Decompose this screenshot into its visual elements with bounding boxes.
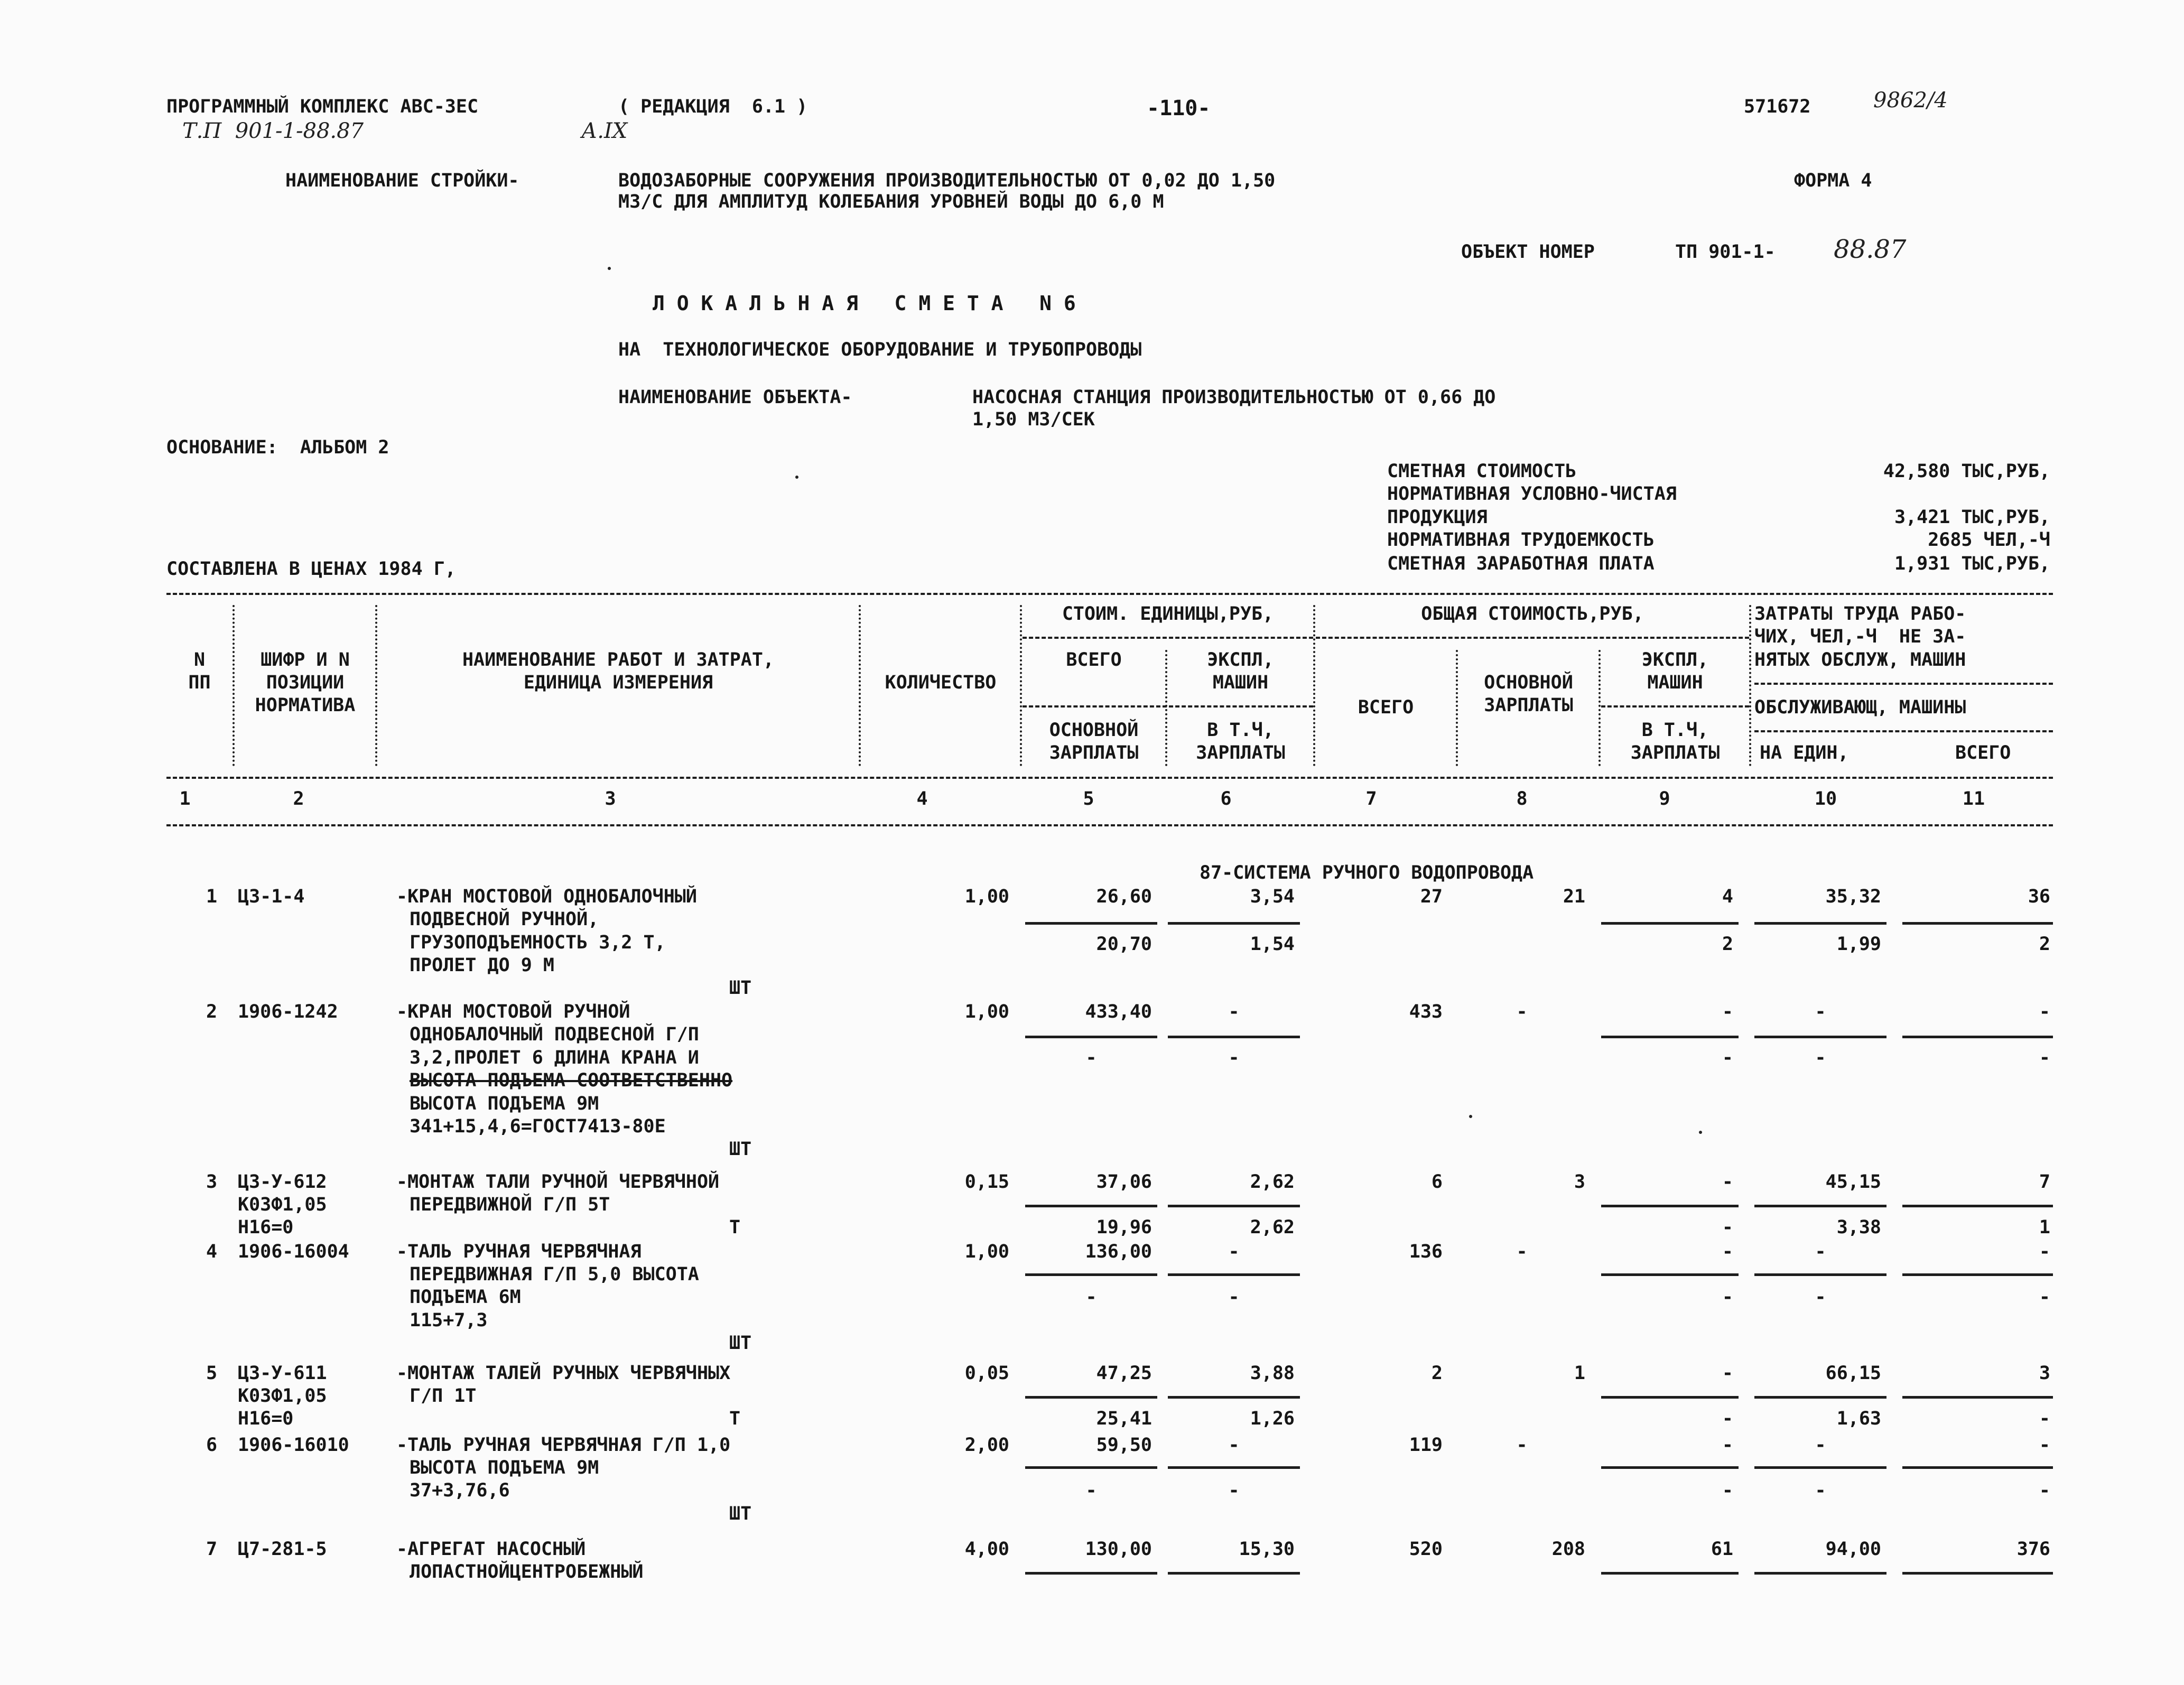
item-unit: ШТ: [729, 978, 752, 999]
norm-coefficient: К03Ф1,05: [238, 1385, 327, 1407]
scan-speck: [1699, 1131, 1702, 1134]
item-unit: Т: [729, 1408, 741, 1429]
unit-machine-wage: 1,54: [1250, 934, 1295, 955]
column-number: 8: [1516, 788, 1528, 809]
total-machine: 4: [1722, 886, 1733, 907]
unit-wage-header: ОСНОВНОЙ: [1049, 720, 1139, 741]
total-wage-header: ОСНОВНОЙ: [1484, 672, 1573, 693]
item-name: ПОДЪЕМА 6М: [410, 1287, 521, 1308]
total-machine: -: [1722, 1001, 1733, 1022]
col2-header: ПОЗИЦИИ: [266, 672, 345, 693]
quantity: 0,15: [964, 1171, 1009, 1193]
header-subrule: [1316, 637, 1749, 639]
object-number-label: ОБЪЕКТ НОМЕР: [1461, 241, 1595, 263]
quantity: 0,05: [964, 1363, 1009, 1384]
cell-rule: [1601, 1572, 1739, 1575]
construction-label: НАИМЕНОВАНИЕ СТРОЙКИ-: [285, 170, 519, 191]
unit-wage: -: [1085, 1480, 1097, 1501]
labor-machine-per-unit: -: [1815, 1480, 1826, 1501]
column-number: 11: [1962, 788, 1985, 809]
col-separator: [859, 605, 861, 766]
unit-wage: 25,41: [1096, 1408, 1152, 1429]
header-rule-bottom: [166, 824, 2053, 826]
unit-machine-wage: -: [1228, 1047, 1240, 1068]
column-number: 6: [1220, 788, 1232, 809]
unit-wage: -: [1085, 1047, 1097, 1068]
total-all: 520: [1409, 1539, 1443, 1560]
cell-rule: [1601, 1466, 1739, 1469]
item-name-struck: ВЫСОТА ПОДЪЕМА СООТВЕТСТВЕННО: [410, 1070, 733, 1091]
norm-code: 1906-16010: [238, 1435, 349, 1456]
labor-machine-total: -: [2039, 1047, 2050, 1068]
price-level: СОСТАВЛЕНА В ЦЕНАХ 1984 Г,: [166, 558, 456, 580]
column-number: 3: [605, 788, 616, 809]
item-name: ЛОПАСТНОЙЦЕНТРОБЕЖНЫЙ: [410, 1561, 644, 1582]
item-name: ПЕРЕДВИЖНАЯ Г/П 5,0 ВЫСОТА: [410, 1264, 699, 1285]
cell-rule: [1025, 1572, 1157, 1575]
norm-code: Ц3-1-4: [238, 886, 305, 907]
object-name-line1: НАСОСНАЯ СТАНЦИЯ ПРОИЗВОДИТЕЛЬНОСТЬЮ ОТ 0,66 ДО: [972, 387, 1496, 408]
cell-rule: [1902, 1572, 2053, 1575]
total-machine-wage: 2: [1722, 934, 1733, 955]
cell-rule: [1902, 922, 2053, 925]
item-name: -ТАЛЬ РУЧНАЯ ЧЕРВЯЧНАЯ: [396, 1241, 642, 1262]
labor-total: -: [2039, 1435, 2050, 1456]
cell-rule: [1902, 1396, 2053, 1399]
summary-label: ПРОДУКЦИЯ: [1387, 507, 1488, 528]
labor-per-unit: -: [1815, 1001, 1826, 1022]
unit-total: 26,60: [1096, 886, 1152, 907]
document-title: Л О К А Л Ь Н А Я С М Е Т А N 6: [653, 292, 1076, 315]
labor-total: -: [2039, 1001, 2050, 1022]
cell-rule: [1168, 1572, 1300, 1575]
summary-value: 3,421 ТЫС,РУБ,: [1894, 507, 2050, 528]
total-wage: -: [1516, 1241, 1528, 1262]
document-code: 571672: [1744, 96, 1811, 117]
cell-rule: [1902, 1273, 2053, 1276]
total-machine-wage-header: В Т.Ч,: [1641, 720, 1709, 741]
row-number: 5: [206, 1363, 218, 1384]
header-subrule: [1023, 637, 1313, 639]
item-unit: ШТ: [729, 1139, 752, 1160]
edition: ( РЕДАКЦИЯ 6.1 ): [618, 96, 808, 117]
column-number: 1: [179, 788, 191, 809]
norm-coefficient: К03Ф1,05: [238, 1194, 327, 1215]
row-number: 3: [206, 1171, 218, 1193]
unit-machine: 2,62: [1250, 1171, 1295, 1193]
labor-machine-per-unit: 3,38: [1836, 1217, 1881, 1238]
col1-header: N: [193, 649, 206, 671]
summary-value: 42,580 ТЫС,РУБ,: [1883, 461, 2050, 482]
total-wage: 208: [1551, 1539, 1585, 1560]
column-number: 2: [293, 788, 304, 809]
unit-machine-header: МАШИН: [1212, 672, 1269, 693]
norm-code: Ц3-У-612: [238, 1171, 327, 1193]
summary-value: 1,931 ТЫС,РУБ,: [1894, 553, 2050, 574]
unit-machine: 3,54: [1250, 886, 1295, 907]
labor-machine-per-unit: 1,99: [1836, 934, 1881, 955]
cell-rule: [1025, 1396, 1157, 1399]
total-machine: 61: [1711, 1539, 1733, 1560]
total-wage: -: [1516, 1001, 1528, 1022]
col-separator: [1598, 650, 1601, 766]
item-name: 341+15,4,6=ГОСТ7413-80Е: [410, 1116, 666, 1137]
total-machine-wage: -: [1722, 1217, 1733, 1238]
object-name-line2: 1,50 М3/СЕК: [972, 409, 1095, 430]
cell-rule: [1754, 1466, 1886, 1469]
total-all: 6: [1431, 1171, 1443, 1193]
cell-rule: [1902, 1036, 2053, 1038]
unit-machine: -: [1228, 1435, 1240, 1456]
cell-rule: [1168, 922, 1300, 925]
total-machine: -: [1722, 1241, 1733, 1262]
unit-machine-wage: 1,26: [1250, 1408, 1295, 1429]
column-number: 9: [1659, 788, 1670, 809]
header-subrule: [1023, 705, 1313, 707]
item-unit: ШТ: [729, 1503, 752, 1524]
labor-total: 7: [2039, 1171, 2050, 1193]
row-number: 4: [206, 1241, 218, 1262]
total-machine-wage: -: [1722, 1408, 1733, 1429]
item-name: Г/П 1Т: [410, 1385, 477, 1407]
total-machine: -: [1722, 1171, 1733, 1193]
header-subrule: [1601, 705, 1749, 707]
labor-per-unit: 35,32: [1825, 886, 1881, 907]
labor-per-unit: -: [1815, 1435, 1826, 1456]
labor-subheader: ОБСЛУЖИВАЮЩ, МАШИНЫ: [1754, 697, 1966, 718]
header-subrule: [1754, 683, 2053, 685]
norm-parameter: Н16=0: [238, 1408, 294, 1429]
item-name: ВЫСОТА ПОДЪЕМА 9М: [410, 1457, 599, 1478]
labor-total: -: [2039, 1241, 2050, 1262]
total-machine: -: [1722, 1435, 1733, 1456]
handwritten-reference: 9862/4: [1873, 88, 1948, 113]
cell-rule: [1025, 1205, 1157, 1207]
header-subrule: [1754, 730, 2053, 732]
cell-rule: [1025, 1466, 1157, 1469]
scan-speck: [1469, 1115, 1472, 1118]
labor-machine-per-unit: -: [1815, 1047, 1826, 1068]
norm-parameter: Н16=0: [238, 1217, 294, 1238]
labor-header: НЯТЫХ ОБСЛУЖ, МАШИН: [1754, 649, 1966, 671]
total-all: 27: [1420, 886, 1443, 907]
total-all: 2: [1431, 1363, 1443, 1384]
labor-total: 3: [2039, 1363, 2050, 1384]
unit-total: 47,25: [1096, 1363, 1152, 1384]
unit-machine: 15,30: [1239, 1539, 1295, 1560]
labor-unit-header: НА ЕДИН,: [1760, 742, 1849, 764]
unit-total-header: ВСЕГО: [1066, 649, 1122, 671]
labor-per-unit: 45,15: [1825, 1171, 1881, 1193]
page-number: -110-: [1147, 96, 1211, 120]
cell-rule: [1025, 1036, 1157, 1038]
total-cost-header: ОБЩАЯ СТОИМОСТЬ,РУБ,: [1421, 603, 1644, 625]
column-number: 7: [1365, 788, 1377, 809]
row-number: 7: [206, 1539, 218, 1560]
unit-machine: -: [1228, 1001, 1240, 1022]
cell-rule: [1168, 1466, 1300, 1469]
unit-machine-wage: -: [1228, 1287, 1240, 1308]
item-name: 3,2,ПРОЛЕТ 6 ДЛИНА КРАНА И: [410, 1047, 699, 1068]
summary-value: 2685 ЧЕЛ,-Ч: [1928, 529, 2050, 551]
total-machine-header: МАШИН: [1647, 672, 1703, 693]
total-wage: 21: [1563, 886, 1585, 907]
col-separator: [375, 605, 377, 766]
item-name: ПРОЛЕТ ДО 9 М: [410, 955, 554, 976]
item-name: ВЫСОТА ПОДЪЕМА 9М: [410, 1093, 599, 1114]
total-wage-header: ЗАРПЛАТЫ: [1484, 695, 1573, 716]
labor-header: ЧИХ, ЧЕЛ,-Ч НЕ ЗА-: [1754, 626, 1966, 647]
cell-rule: [1168, 1273, 1300, 1276]
cell-rule: [1754, 1572, 1886, 1575]
labor-machine-total: -: [2039, 1408, 2050, 1429]
item-name: -КРАН МОСТОВОЙ РУЧНОЙ: [396, 1001, 630, 1022]
program-name: ПРОГРАММНЫЙ КОМПЛЕКС АВС-3ЕС: [166, 96, 479, 117]
document-subtitle: НА ТЕХНОЛОГИЧЕСКОЕ ОБОРУДОВАНИЕ И ТРУБОПРОВОДЫ: [618, 339, 1142, 360]
item-name: -МОНТАЖ ТАЛИ РУЧНОЙ ЧЕРВЯЧНОЙ: [396, 1171, 720, 1193]
item-unit: ШТ: [729, 1333, 752, 1354]
object-number-handwritten: 88.87: [1834, 235, 1907, 264]
unit-machine-wage-header: В Т.Ч,: [1207, 720, 1274, 741]
total-machine-wage: -: [1722, 1047, 1733, 1068]
item-name: -КРАН МОСТОВОЙ ОДНОБАЛОЧНЫЙ: [396, 886, 697, 907]
cell-rule: [1168, 1396, 1300, 1399]
norm-code: 1906-1242: [238, 1001, 338, 1022]
summary-label: НОРМАТИВНАЯ ТРУДОЕМКОСТЬ: [1387, 529, 1655, 551]
item-name: -МОНТАЖ ТАЛЕЙ РУЧНЫХ ЧЕРВЯЧНЫХ: [396, 1363, 731, 1384]
labor-machine-total: 1: [2039, 1217, 2050, 1238]
unit-machine-wage: -: [1228, 1480, 1240, 1501]
total-all: 136: [1409, 1241, 1443, 1262]
item-name: 115+7,3: [410, 1310, 488, 1331]
total-all-header: ВСЕГО: [1358, 697, 1414, 718]
cell-rule: [1601, 922, 1739, 925]
basis-reference: ОСНОВАНИЕ: АЛЬБОМ 2: [166, 437, 389, 458]
labor-machine-total: -: [2039, 1480, 2050, 1501]
total-machine-wage: -: [1722, 1287, 1733, 1308]
quantity: 1,00: [964, 1001, 1009, 1022]
quantity: 1,00: [964, 1241, 1009, 1262]
unit-machine-wage: 2,62: [1250, 1217, 1295, 1238]
col-separator: [1456, 650, 1458, 766]
total-wage: 3: [1574, 1171, 1585, 1193]
col3-header: ЕДИНИЦА ИЗМЕРЕНИЯ: [523, 672, 713, 693]
row-number: 6: [206, 1435, 218, 1456]
quantity: 2,00: [964, 1435, 1009, 1456]
summary-label: СМЕТНАЯ ЗАРАБОТНАЯ ПЛАТА: [1387, 553, 1655, 574]
labor-per-unit: 94,00: [1825, 1539, 1881, 1560]
handwritten-tp-number: Т.П 901-1-88.87: [182, 119, 364, 143]
labor-per-unit: -: [1815, 1241, 1826, 1262]
col1-header: ПП: [188, 672, 211, 693]
col-separator: [233, 605, 235, 766]
unit-machine-header: ЭКСПЛ,: [1207, 649, 1274, 671]
item-name: -ТАЛЬ РУЧНАЯ ЧЕРВЯЧНАЯ Г/П 1,0: [396, 1435, 731, 1456]
col2-header: НОРМАТИВА: [255, 695, 356, 716]
total-wage: -: [1516, 1435, 1528, 1456]
summary-label: НОРМАТИВНАЯ УСЛОВНО-ЧИСТАЯ: [1387, 483, 1677, 505]
unit-wage: 19,96: [1096, 1217, 1152, 1238]
unit-total: 136,00: [1085, 1241, 1152, 1262]
unit-machine: 3,88: [1250, 1363, 1295, 1384]
labor-machine-per-unit: 1,63: [1836, 1408, 1881, 1429]
cell-rule: [1025, 922, 1157, 925]
unit-machine-wage-header: ЗАРПЛАТЫ: [1196, 742, 1285, 764]
total-machine-header: ЭКСПЛ,: [1641, 649, 1709, 671]
scan-speck: [608, 267, 611, 270]
cell-rule: [1601, 1273, 1739, 1276]
quantity: 1,00: [964, 886, 1009, 907]
column-number: 4: [916, 788, 928, 809]
item-name: -АГРЕГАТ НАСОСНЫЙ: [396, 1539, 586, 1560]
item-name: ПЕРЕДВИЖНОЙ Г/П 5Т: [410, 1194, 610, 1215]
unit-total: 130,00: [1085, 1539, 1152, 1560]
unit-wage-header: ЗАРПЛАТЫ: [1049, 742, 1139, 764]
unit-total: 59,50: [1096, 1435, 1152, 1456]
cell-rule: [1601, 1036, 1739, 1038]
labor-per-unit: 66,15: [1825, 1363, 1881, 1384]
header-rule-top: [166, 593, 2053, 595]
unit-machine: -: [1228, 1241, 1240, 1262]
col-separator: [1749, 605, 1751, 766]
item-unit: Т: [729, 1217, 741, 1238]
item-name: ОДНОБАЛОЧНЫЙ ПОДВЕСНОЙ Г/П: [410, 1024, 699, 1045]
col-separator: [1313, 605, 1315, 766]
unit-total: 37,06: [1096, 1171, 1152, 1193]
construction-name-line1: ВОДОЗАБОРНЫЕ СООРУЖЕНИЯ ПРОИЗВОДИТЕЛЬНОСТЬЮ ОТ 0,02 ДО 1,50: [618, 170, 1276, 191]
object-number-print: ТП 901-1-: [1675, 241, 1776, 263]
cell-rule: [1754, 1036, 1886, 1038]
unit-total: 433,40: [1085, 1001, 1152, 1022]
labor-machine-total: -: [2039, 1287, 2050, 1308]
col2-header: ШИФР И N: [261, 649, 350, 671]
total-all: 433: [1409, 1001, 1443, 1022]
item-name: ГРУЗОПОДЪЕМНОСТЬ 3,2 Т,: [410, 932, 666, 953]
total-machine: -: [1722, 1363, 1733, 1384]
labor-machine-per-unit: -: [1815, 1287, 1826, 1308]
item-name: ПОДВЕСНОЙ РУЧНОЙ,: [410, 909, 599, 930]
col-separator: [1165, 650, 1167, 766]
quantity: 4,00: [964, 1539, 1009, 1560]
labor-machine-total: 2: [2039, 934, 2050, 955]
unit-wage: 20,70: [1096, 934, 1152, 955]
column-number: 10: [1814, 788, 1837, 809]
section-title: 87-СИСТЕМА РУЧНОГО ВОДОПРОВОДА: [1200, 862, 1534, 883]
unit-cost-header: СТОИМ. ЕДИНИЦЫ,РУБ,: [1062, 603, 1274, 625]
labor-header: ЗАТРАТЫ ТРУДА РАБО-: [1754, 603, 1966, 625]
total-machine-wage-header: ЗАРПЛАТЫ: [1630, 742, 1720, 764]
form-label: ФОРМА 4: [1794, 170, 1872, 191]
norm-code: Ц3-У-611: [238, 1363, 327, 1384]
norm-code: Ц7-281-5: [238, 1539, 327, 1560]
labor-total-header: ВСЕГО: [1955, 742, 2011, 764]
cell-rule: [1754, 1205, 1886, 1207]
header-rule-mid: [166, 777, 2053, 779]
column-number: 5: [1083, 788, 1094, 809]
total-wage: 1: [1574, 1363, 1585, 1384]
row-number: 1: [206, 886, 218, 907]
item-name: 37+3,76,6: [410, 1480, 510, 1501]
cell-rule: [1754, 922, 1886, 925]
scan-speck: [795, 476, 798, 479]
object-name-label: НАИМЕНОВАНИЕ ОБЪЕКТА-: [618, 387, 852, 408]
cell-rule: [1168, 1036, 1300, 1038]
cell-rule: [1902, 1205, 2053, 1207]
row-number: 2: [206, 1001, 218, 1022]
labor-total: 376: [2016, 1539, 2050, 1560]
handwritten-album: А.IX: [581, 119, 628, 143]
col-separator: [1020, 605, 1022, 766]
cell-rule: [1601, 1205, 1739, 1207]
labor-total: 36: [2028, 886, 2050, 907]
total-all: 119: [1409, 1435, 1443, 1456]
total-machine-wage: -: [1722, 1480, 1733, 1501]
summary-label: СМЕТНАЯ СТОИМОСТЬ: [1387, 461, 1577, 482]
cell-rule: [1902, 1466, 2053, 1469]
col4-header: КОЛИЧЕСТВО: [885, 672, 997, 693]
cell-rule: [1168, 1205, 1300, 1207]
construction-name-line2: М3/С ДЛЯ АМПЛИТУД КОЛЕБАНИЯ УРОВНЕЙ ВОДЫ ДО 6,0 М: [618, 191, 1164, 212]
cell-rule: [1754, 1273, 1886, 1276]
cell-rule: [1025, 1273, 1157, 1276]
cell-rule: [1754, 1396, 1886, 1399]
cell-rule: [1601, 1396, 1739, 1399]
norm-code: 1906-16004: [238, 1241, 349, 1262]
col3-header: НАИМЕНОВАНИЕ РАБОТ И ЗАТРАТ,: [462, 649, 774, 671]
unit-wage: -: [1085, 1287, 1097, 1308]
